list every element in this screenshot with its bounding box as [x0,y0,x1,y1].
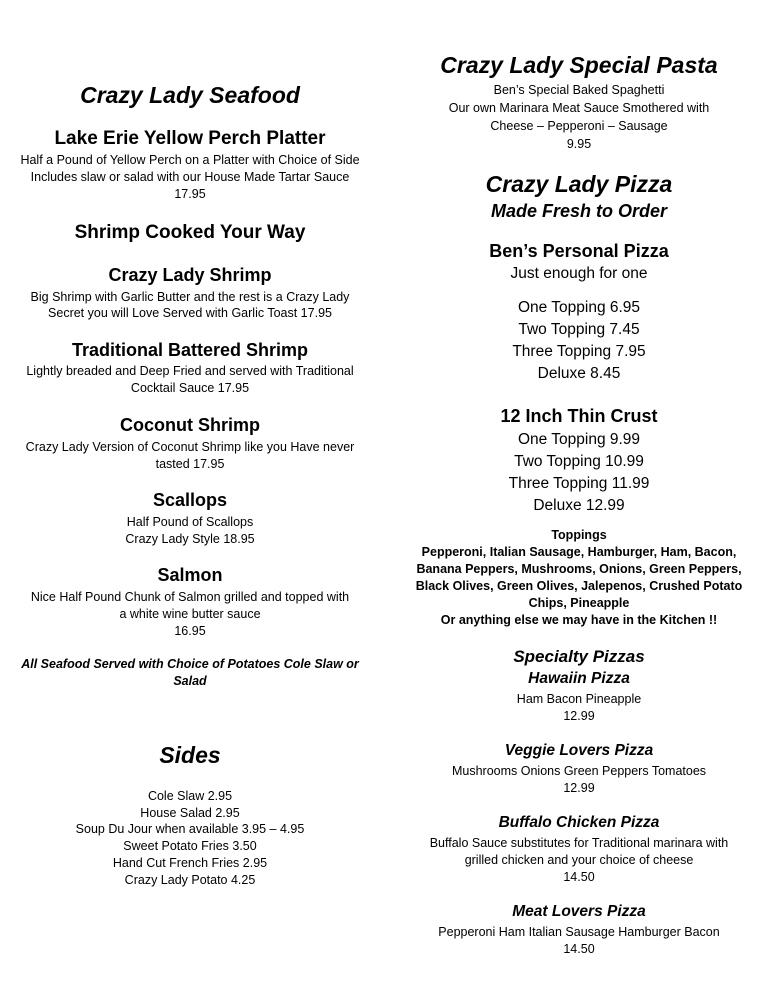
coconut-shrimp-name: Coconut Shrimp [120,415,260,435]
thin-price: One Topping 9.99 [517,431,641,448]
pasta-line-3: Cheese – Pepperoni – Sausage [490,119,668,133]
buffalo-price: 14.50 [563,870,595,884]
sides-item: Sweet Potato Fries 3.50 [123,839,257,853]
shrimp-heading: Shrimp Cooked Your Way [74,222,306,243]
seafood-note-1: All Seafood Served with Choice of Potatoes Cole Slaw or [21,657,359,671]
sides-item: Crazy Lady Potato 4.25 [124,873,256,887]
veggie-price: 12.99 [563,781,595,795]
thin-price: Deluxe 12.99 [533,497,625,514]
sides-item: Soup Du Jour when available 3.95 – 4.95 [75,822,305,836]
seafood-note-2: Salad [173,674,207,688]
crazy-shrimp-desc-2: Secret you will Love Served with Garlic Toast 17.95 [48,306,332,320]
toppings-line: Or anything else we may have in the Kitchen !! [440,613,718,627]
toppings-line: Pepperoni, Italian Sausage, Hamburger, Ham, Bacon, [421,545,737,559]
salmon-price: 16.95 [174,624,206,638]
meat-lovers-desc: Pepperoni Ham Italian Sausage Hamburger Bacon [438,925,720,939]
toppings-line: Black Olives, Green Olives, Jalepenos, Crushed Potato [415,579,743,593]
coconut-shrimp-desc-2: tasted 17.95 [155,457,225,471]
sides-item: Hand Cut French Fries 2.95 [112,856,268,870]
toppings-line: Banana Peppers, Mushrooms, Onions, Green Peppers, [416,562,742,576]
buffalo-name: Buffalo Chicken Pizza [498,814,660,831]
perch-name: Lake Erie Yellow Perch Platter [54,128,326,149]
hawaiin-desc: Ham Bacon Pineapple [516,692,642,706]
personal-price: Deluxe 8.45 [537,365,621,382]
sides-item: House Salad 2.95 [140,806,240,820]
crazy-shrimp-name: Crazy Lady Shrimp [108,265,272,285]
thin-price: Three Topping 11.99 [508,475,650,492]
hawaiin-name: Hawaiin Pizza [528,670,630,687]
salmon-name: Salmon [157,565,223,585]
pasta-title: Crazy Lady Special Pasta [440,52,718,78]
scallops-name: Scallops [152,490,228,510]
pasta-price: 9.95 [566,137,592,151]
personal-pizza-desc: Just enough for one [510,265,648,282]
salmon-desc-2: a white wine butter sauce [119,607,261,621]
personal-price: Two Topping 7.45 [518,321,640,338]
coconut-shrimp-desc-1: Crazy Lady Version of Coconut Shrimp like you Have never [25,440,355,454]
seafood-title: Crazy Lady Seafood [80,82,300,108]
toppings-title: Toppings [551,528,607,542]
sides-item: Cole Slaw 2.95 [147,789,233,803]
sides-title: Sides [159,742,221,768]
pizza-title: Crazy Lady Pizza [485,171,673,197]
battered-shrimp-name: Traditional Battered Shrimp [71,340,309,360]
crazy-shrimp-desc-1: Big Shrimp with Garlic Butter and the rest is a Crazy Lady [30,290,350,304]
perch-desc-2: Includes slaw or salad with our House Made Tartar Sauce [30,170,350,184]
meat-lovers-price: 14.50 [563,942,595,956]
pasta-line-1: Ben’s Special Baked Spaghetti [493,83,665,97]
veggie-name: Veggie Lovers Pizza [504,742,654,759]
pizza-subtitle: Made Fresh to Order [490,201,668,221]
scallops-desc-1: Half Pound of Scallops [126,515,254,529]
perch-desc-1: Half a Pound of Yellow Perch on a Platter with Choice of Side [20,153,360,167]
thin-crust-name: 12 Inch Thin Crust [500,406,658,426]
hawaiin-price: 12.99 [563,709,595,723]
personal-pizza-name: Ben’s Personal Pizza [489,241,669,261]
scallops-desc-2: Crazy Lady Style 18.95 [125,532,255,546]
meat-lovers-name: Meat Lovers Pizza [512,903,646,920]
buffalo-desc-2: grilled chicken and your choice of cheese [464,853,694,867]
personal-price: Three Topping 7.95 [512,343,646,360]
toppings-line: Chips, Pineapple [528,596,630,610]
veggie-desc: Mushrooms Onions Green Peppers Tomatoes [451,764,707,778]
battered-shrimp-desc-1: Lightly breaded and Deep Fried and served with Traditional [26,364,354,378]
buffalo-desc-1: Buffalo Sauce substitutes for Traditional marinara with [429,836,729,850]
battered-shrimp-desc-2: Cocktail Sauce 17.95 [130,381,250,395]
salmon-desc-1: Nice Half Pound Chunk of Salmon grilled and topped with [30,590,350,604]
thin-price: Two Topping 10.99 [514,453,644,470]
specialty-title: Specialty Pizzas [513,647,645,666]
pasta-line-2: Our own Marinara Meat Sauce Smothered with [448,101,710,115]
personal-price: One Topping 6.95 [517,299,641,316]
perch-price: 17.95 [174,187,206,201]
